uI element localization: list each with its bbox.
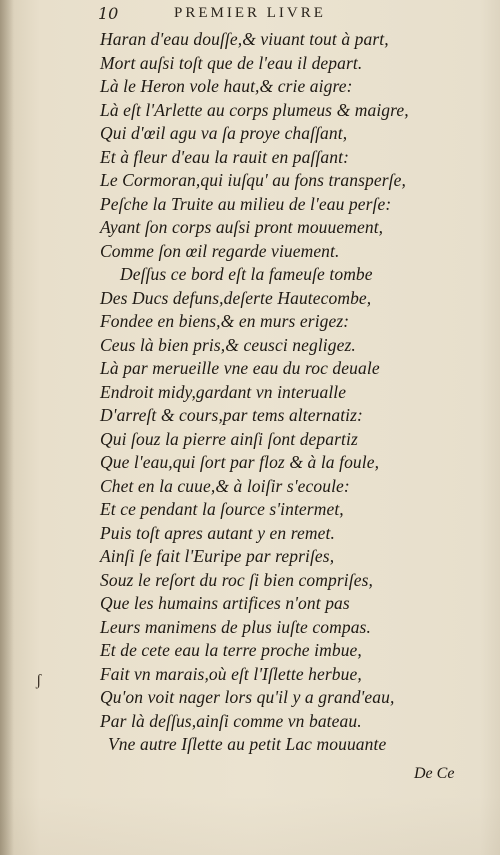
poem-text (100, 28, 480, 757)
verse-line-3: Là le Heron vole haut,& crie aigre: (100, 76, 353, 96)
page-header (98, 4, 388, 24)
verse-line-23: Ainſi ſe fait l'Euripe par repriſes, (100, 546, 335, 566)
catchword: De Ce (414, 765, 455, 782)
verse-line-11: Deſſus ce bord eſt la fameuſe tombe (120, 264, 373, 284)
verse-line-27: Et de cete eau la terre proche imbue, (100, 640, 362, 660)
verse-line-7: Le Cormoran,qui iuſqu' au fons transperſe, (100, 170, 406, 190)
verse-line-5: Qui d'œil agu va ſa proye chaſſant, (100, 123, 348, 143)
running-head: PREMIER LIVRE (174, 5, 326, 21)
verse-line-18: Qui ſouz la pierre ainſi ſont departiz (100, 428, 358, 449)
verse-line-14: Ceus là bien pris,& ceusci negligez. (100, 334, 356, 355)
verse-line-4: Là eſt l'Arlette au corps plumeus & maigre, (100, 99, 409, 120)
verse-line-28: Fait vn marais,où eſt l'Iſlette herbue, (100, 663, 362, 684)
verse-line-26: Leurs manimens de plus iuſte compas. (100, 616, 371, 637)
verse-line-20: Chet en la cuue,& à loiſir s'ecoule: (100, 475, 350, 496)
verse-line-19: Que l'eau,qui ſort par floz & à la foule, (100, 452, 380, 472)
verse-line-17: D'arreſt & cours,par tems alternatiz: (100, 405, 363, 425)
verse-line-1: Haran d'eau douſſe,& viuant tout à part, (100, 29, 389, 49)
verse-line-31: Vne autre Iſlette au petit Lac mouuante (108, 734, 387, 754)
verse-line-24: Souz le reſort du roc ſi bien compriſes, (100, 569, 373, 590)
verse-line-29: Qu'on voit nager lors qu'il y a grand'eau, (100, 687, 395, 707)
verse-line-6: Et à fleur d'eau la rauit en paſſant: (100, 146, 350, 167)
verse-line-9: Ayant ſon corps auſsi pront mouuement, (100, 217, 384, 237)
gutter-shadow (0, 0, 14, 855)
page-number: 10 (98, 4, 119, 23)
margin-mark: ʃ (36, 672, 42, 689)
verse-line-16: Endroit midy,gardant vn interualle (100, 381, 347, 402)
verse-line-21: Et ce pendant la ſource s'intermet, (100, 499, 344, 519)
verse-line-12: Des Ducs defuns,deſerte Hautecombe, (100, 287, 372, 308)
verse-line-15: Là par merueille vne eau du roc deuale (100, 358, 380, 378)
bottom-margin (0, 795, 500, 855)
verse-line-10: Comme ſon œil regarde viuement. (100, 240, 340, 261)
verse-line-8: Peſche la Truite au milieu de l'eau perſe: (100, 193, 392, 214)
verse-line-30: Par là deſſus,ainſi comme vn bateau. (100, 710, 362, 731)
verse-line-22: Puis toſt apres autant y en remet. (100, 522, 335, 543)
verse-line-25: Que les humains artifices n'ont pas (100, 593, 350, 613)
verse-line-13: Fondee en biens,& en murs erigez: (100, 311, 350, 331)
verse-line-2: Mort auſsi toſt que de l'eau il depart. (100, 52, 363, 73)
